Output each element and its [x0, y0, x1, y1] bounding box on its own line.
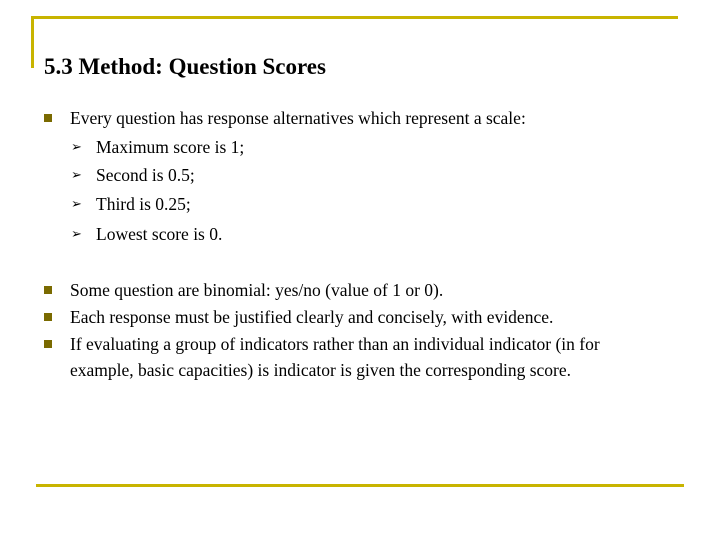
top-border-line [31, 16, 678, 19]
bullet-text: Every question has response alternatives which represent a scale: [70, 108, 526, 128]
bullet-square-icon [44, 286, 52, 294]
sub-bullet-text: Third is 0.25; [96, 194, 191, 214]
bullet-square-icon [44, 340, 52, 348]
bullet-text: Some question are binomial: yes/no (value of 1 or 0). [70, 280, 444, 300]
sub-bullet-text: Lowest score is 0. [96, 224, 223, 244]
sub-bullet-text: Maximum score is 1; [96, 137, 245, 157]
bullet-text: Each response must be justified clearly and concisely, with evidence. [70, 307, 554, 327]
bullet-square-icon [44, 313, 52, 321]
bullet-text: If evaluating a group of indicators rather than an individual indicator (in for example, basic capacities) is indicator is given the corresponding score. [70, 334, 600, 380]
arrow-bullet-icon: ➢ [71, 140, 82, 155]
slide-title: 5.3 Method: Question Scores [44, 54, 326, 79]
bottom-border-line [36, 484, 684, 487]
sub-bullet-text: Second is 0.5; [96, 165, 195, 185]
arrow-bullet-icon: ➢ [71, 168, 82, 183]
arrow-bullet-icon: ➢ [71, 227, 82, 242]
left-border-line [31, 16, 34, 68]
arrow-bullet-icon: ➢ [71, 197, 82, 212]
bullet-square-icon [44, 114, 52, 122]
